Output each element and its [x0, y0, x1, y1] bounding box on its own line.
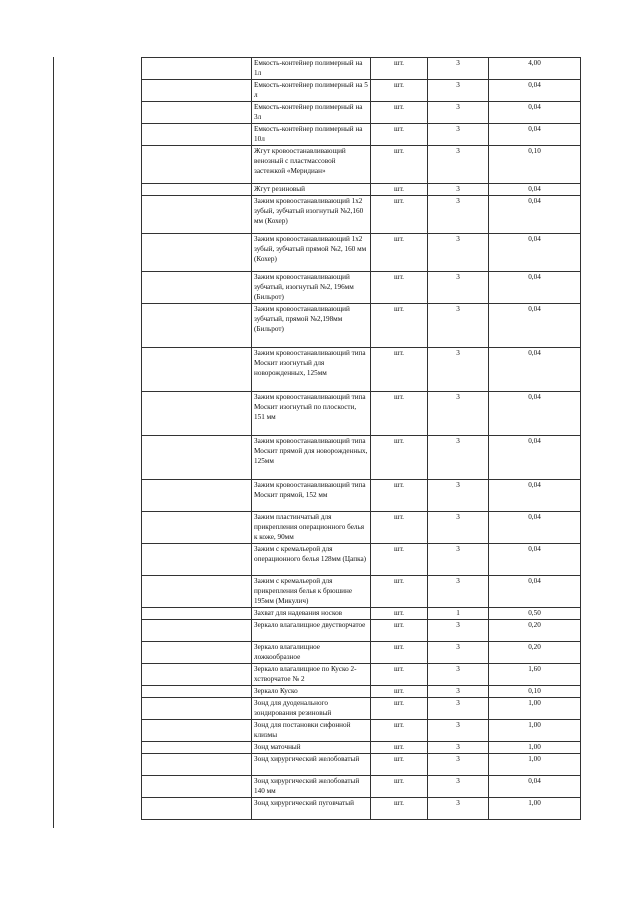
item-value: 0,04	[489, 184, 581, 196]
item-name: Емкость-контейнер полимерный на 1л	[252, 58, 371, 80]
blank-cell	[142, 392, 252, 436]
item-unit: шт.	[371, 686, 428, 698]
item-name: Зонд хирургический желобоватый 140 мм	[252, 776, 371, 798]
item-value: 1,60	[489, 664, 581, 686]
blank-cell	[142, 576, 252, 608]
item-unit: шт.	[371, 304, 428, 348]
item-unit: шт.	[371, 642, 428, 664]
table-row	[142, 620, 581, 642]
blank-cell	[142, 196, 252, 234]
table-row	[142, 146, 581, 184]
item-unit: шт.	[371, 146, 428, 184]
item-name: Зажим кровоостанавливающий типа Москит изогнутый по плоскости, 151 мм	[252, 392, 371, 436]
item-quantity: 3	[428, 124, 489, 146]
item-name: Зажим с кремальерой для операционного белья 128мм (Цапка)	[252, 544, 371, 576]
item-unit: шт.	[371, 184, 428, 196]
table-row	[142, 80, 581, 102]
item-unit: шт.	[371, 664, 428, 686]
item-unit: шт.	[371, 272, 428, 304]
item-name: Зажим кровоостанавливающий зубчатый, изогнутый №2, 196мм (Бильрот)	[252, 272, 371, 304]
item-quantity: 3	[428, 146, 489, 184]
table-row	[142, 124, 581, 146]
item-quantity: 3	[428, 58, 489, 80]
item-name: Зажим с кремальерой для прикрепления белья к брюшине 195мм (Микулич)	[252, 576, 371, 608]
table-row	[142, 798, 581, 820]
item-name: Зеркало влагалищное ложкообразное	[252, 642, 371, 664]
item-name: Зеркало Куско	[252, 686, 371, 698]
blank-cell	[142, 776, 252, 798]
item-unit: шт.	[371, 102, 428, 124]
blank-cell	[142, 80, 252, 102]
item-name: Зажим кровоостанавливающий зубчатый, прямой №2,198мм (Бильрот)	[252, 304, 371, 348]
item-name: Зажим кровоостанавливающий 1х2 зубый, зубчатый прямой №2, 160 мм (Кохер)	[252, 234, 371, 272]
item-quantity: 3	[428, 512, 489, 544]
item-quantity: 3	[428, 642, 489, 664]
item-unit: шт.	[371, 620, 428, 642]
table-body	[142, 58, 581, 820]
item-quantity: 3	[428, 480, 489, 512]
item-unit: шт.	[371, 348, 428, 392]
item-quantity: 3	[428, 620, 489, 642]
item-value: 0,04	[489, 392, 581, 436]
table-row	[142, 754, 581, 776]
item-unit: шт.	[371, 480, 428, 512]
item-unit: шт.	[371, 544, 428, 576]
table-row	[142, 742, 581, 754]
item-quantity: 3	[428, 798, 489, 820]
blank-cell	[142, 348, 252, 392]
blank-cell	[142, 608, 252, 620]
item-name: Зажим пластинчатый для прикрепления операционного белья к коже, 90мм	[252, 512, 371, 544]
item-name: Зеркало влагалищное по Куско 2-хстворчатое № 2	[252, 664, 371, 686]
item-quantity: 3	[428, 196, 489, 234]
item-value: 0,50	[489, 608, 581, 620]
table-row	[142, 686, 581, 698]
item-value: 0,04	[489, 272, 581, 304]
table-row	[142, 58, 581, 80]
item-value: 0,04	[489, 480, 581, 512]
item-name: Зажим кровоостанавливающий 1х2 зубый, зубчатый изогнутый №2,160 мм (Кохер)	[252, 196, 371, 234]
item-value: 0,04	[489, 436, 581, 480]
table-row	[142, 184, 581, 196]
item-quantity: 3	[428, 102, 489, 124]
table-row	[142, 102, 581, 124]
blank-cell	[142, 184, 252, 196]
table-row	[142, 348, 581, 392]
item-value: 0,10	[489, 686, 581, 698]
item-quantity: 3	[428, 392, 489, 436]
item-quantity: 3	[428, 348, 489, 392]
table-row	[142, 576, 581, 608]
item-unit: шт.	[371, 608, 428, 620]
blank-cell	[142, 754, 252, 776]
item-quantity: 3	[428, 754, 489, 776]
item-value: 0,04	[489, 304, 581, 348]
blank-cell	[142, 512, 252, 544]
table-row	[142, 608, 581, 620]
blank-cell	[142, 720, 252, 742]
item-value: 1,00	[489, 720, 581, 742]
item-value: 4,00	[489, 58, 581, 80]
item-value: 0,04	[489, 196, 581, 234]
blank-cell	[142, 124, 252, 146]
item-name: Зонд хирургический пуговчатый	[252, 798, 371, 820]
blank-cell	[142, 436, 252, 480]
blank-cell	[142, 272, 252, 304]
item-unit: шт.	[371, 80, 428, 102]
item-value: 1,00	[489, 798, 581, 820]
blank-cell	[142, 742, 252, 754]
item-quantity: 3	[428, 686, 489, 698]
item-quantity: 3	[428, 272, 489, 304]
table-row	[142, 480, 581, 512]
table-row	[142, 272, 581, 304]
item-quantity: 3	[428, 234, 489, 272]
item-value: 0,04	[489, 234, 581, 272]
item-unit: шт.	[371, 720, 428, 742]
item-quantity: 3	[428, 184, 489, 196]
table-row	[142, 512, 581, 544]
item-value: 0,04	[489, 80, 581, 102]
item-name: Жгут кровоостанавливающий венозный с пластмассовой застежкой «Меридиан»	[252, 146, 371, 184]
blank-cell	[142, 102, 252, 124]
item-value: 0,20	[489, 642, 581, 664]
table-row	[142, 196, 581, 234]
blank-cell	[142, 798, 252, 820]
item-name: Жгут резиновый	[252, 184, 371, 196]
item-value: 0,04	[489, 512, 581, 544]
item-quantity: 3	[428, 698, 489, 720]
item-unit: шт.	[371, 798, 428, 820]
item-unit: шт.	[371, 742, 428, 754]
blank-cell	[142, 480, 252, 512]
item-unit: шт.	[371, 124, 428, 146]
item-name: Емкость-контейнер полимерный на 3л	[252, 102, 371, 124]
blank-cell	[142, 58, 252, 80]
item-unit: шт.	[371, 698, 428, 720]
blank-cell	[142, 304, 252, 348]
item-value: 0,04	[489, 124, 581, 146]
item-unit: шт.	[371, 512, 428, 544]
item-unit: шт.	[371, 576, 428, 608]
item-quantity: 3	[428, 544, 489, 576]
item-value: 1,00	[489, 742, 581, 754]
item-name: Зеркало влагалищное двустворчатое	[252, 620, 371, 642]
item-quantity: 3	[428, 720, 489, 742]
item-quantity: 3	[428, 776, 489, 798]
item-name: Емкость-контейнер полимерный на 10л	[252, 124, 371, 146]
inventory-table	[141, 57, 581, 820]
item-value: 0,10	[489, 146, 581, 184]
item-unit: шт.	[371, 58, 428, 80]
table-row	[142, 698, 581, 720]
table-row	[142, 664, 581, 686]
left-margin-line	[53, 57, 54, 828]
table-row	[142, 392, 581, 436]
item-unit: шт.	[371, 234, 428, 272]
item-name: Зонд для постановки сифонной клизмы	[252, 720, 371, 742]
item-name: Зонд маточный	[252, 742, 371, 754]
table-row	[142, 544, 581, 576]
item-quantity: 3	[428, 576, 489, 608]
item-name: Зажим кровоостанавливающий типа Москит изогнутый для новорожденных, 125мм	[252, 348, 371, 392]
blank-cell	[142, 544, 252, 576]
item-name: Емкость-контейнер полимерный на 5 л	[252, 80, 371, 102]
item-value: 0,04	[489, 544, 581, 576]
item-unit: шт.	[371, 196, 428, 234]
item-value: 0,04	[489, 576, 581, 608]
item-value: 0,04	[489, 102, 581, 124]
blank-cell	[142, 146, 252, 184]
item-name: Зажим кровоостанавливающий типа Москит прямой, 152 мм	[252, 480, 371, 512]
table-row	[142, 304, 581, 348]
item-unit: шт.	[371, 392, 428, 436]
item-value: 0,04	[489, 776, 581, 798]
item-name: Зонд для дуоденального зондирования резиновый	[252, 698, 371, 720]
blank-cell	[142, 686, 252, 698]
item-value: 0,04	[489, 348, 581, 392]
item-name: Зонд хирургический желобоватый	[252, 754, 371, 776]
item-quantity: 3	[428, 742, 489, 754]
item-name: Захват для надевания носков	[252, 608, 371, 620]
item-quantity: 3	[428, 304, 489, 348]
item-value: 1,00	[489, 754, 581, 776]
item-value: 0,20	[489, 620, 581, 642]
table-row	[142, 776, 581, 798]
item-quantity: 3	[428, 664, 489, 686]
blank-cell	[142, 698, 252, 720]
item-name: Зажим кровоостанавливающий типа Москит прямой для новорожденных, 125мм	[252, 436, 371, 480]
blank-cell	[142, 234, 252, 272]
table-row	[142, 642, 581, 664]
item-unit: шт.	[371, 436, 428, 480]
item-quantity: 3	[428, 436, 489, 480]
item-quantity: 1	[428, 608, 489, 620]
blank-cell	[142, 620, 252, 642]
item-value: 1,00	[489, 698, 581, 720]
item-unit: шт.	[371, 754, 428, 776]
table-row	[142, 720, 581, 742]
blank-cell	[142, 664, 252, 686]
blank-cell	[142, 642, 252, 664]
item-quantity: 3	[428, 80, 489, 102]
table-row	[142, 234, 581, 272]
item-unit: шт.	[371, 776, 428, 798]
table-row	[142, 436, 581, 480]
